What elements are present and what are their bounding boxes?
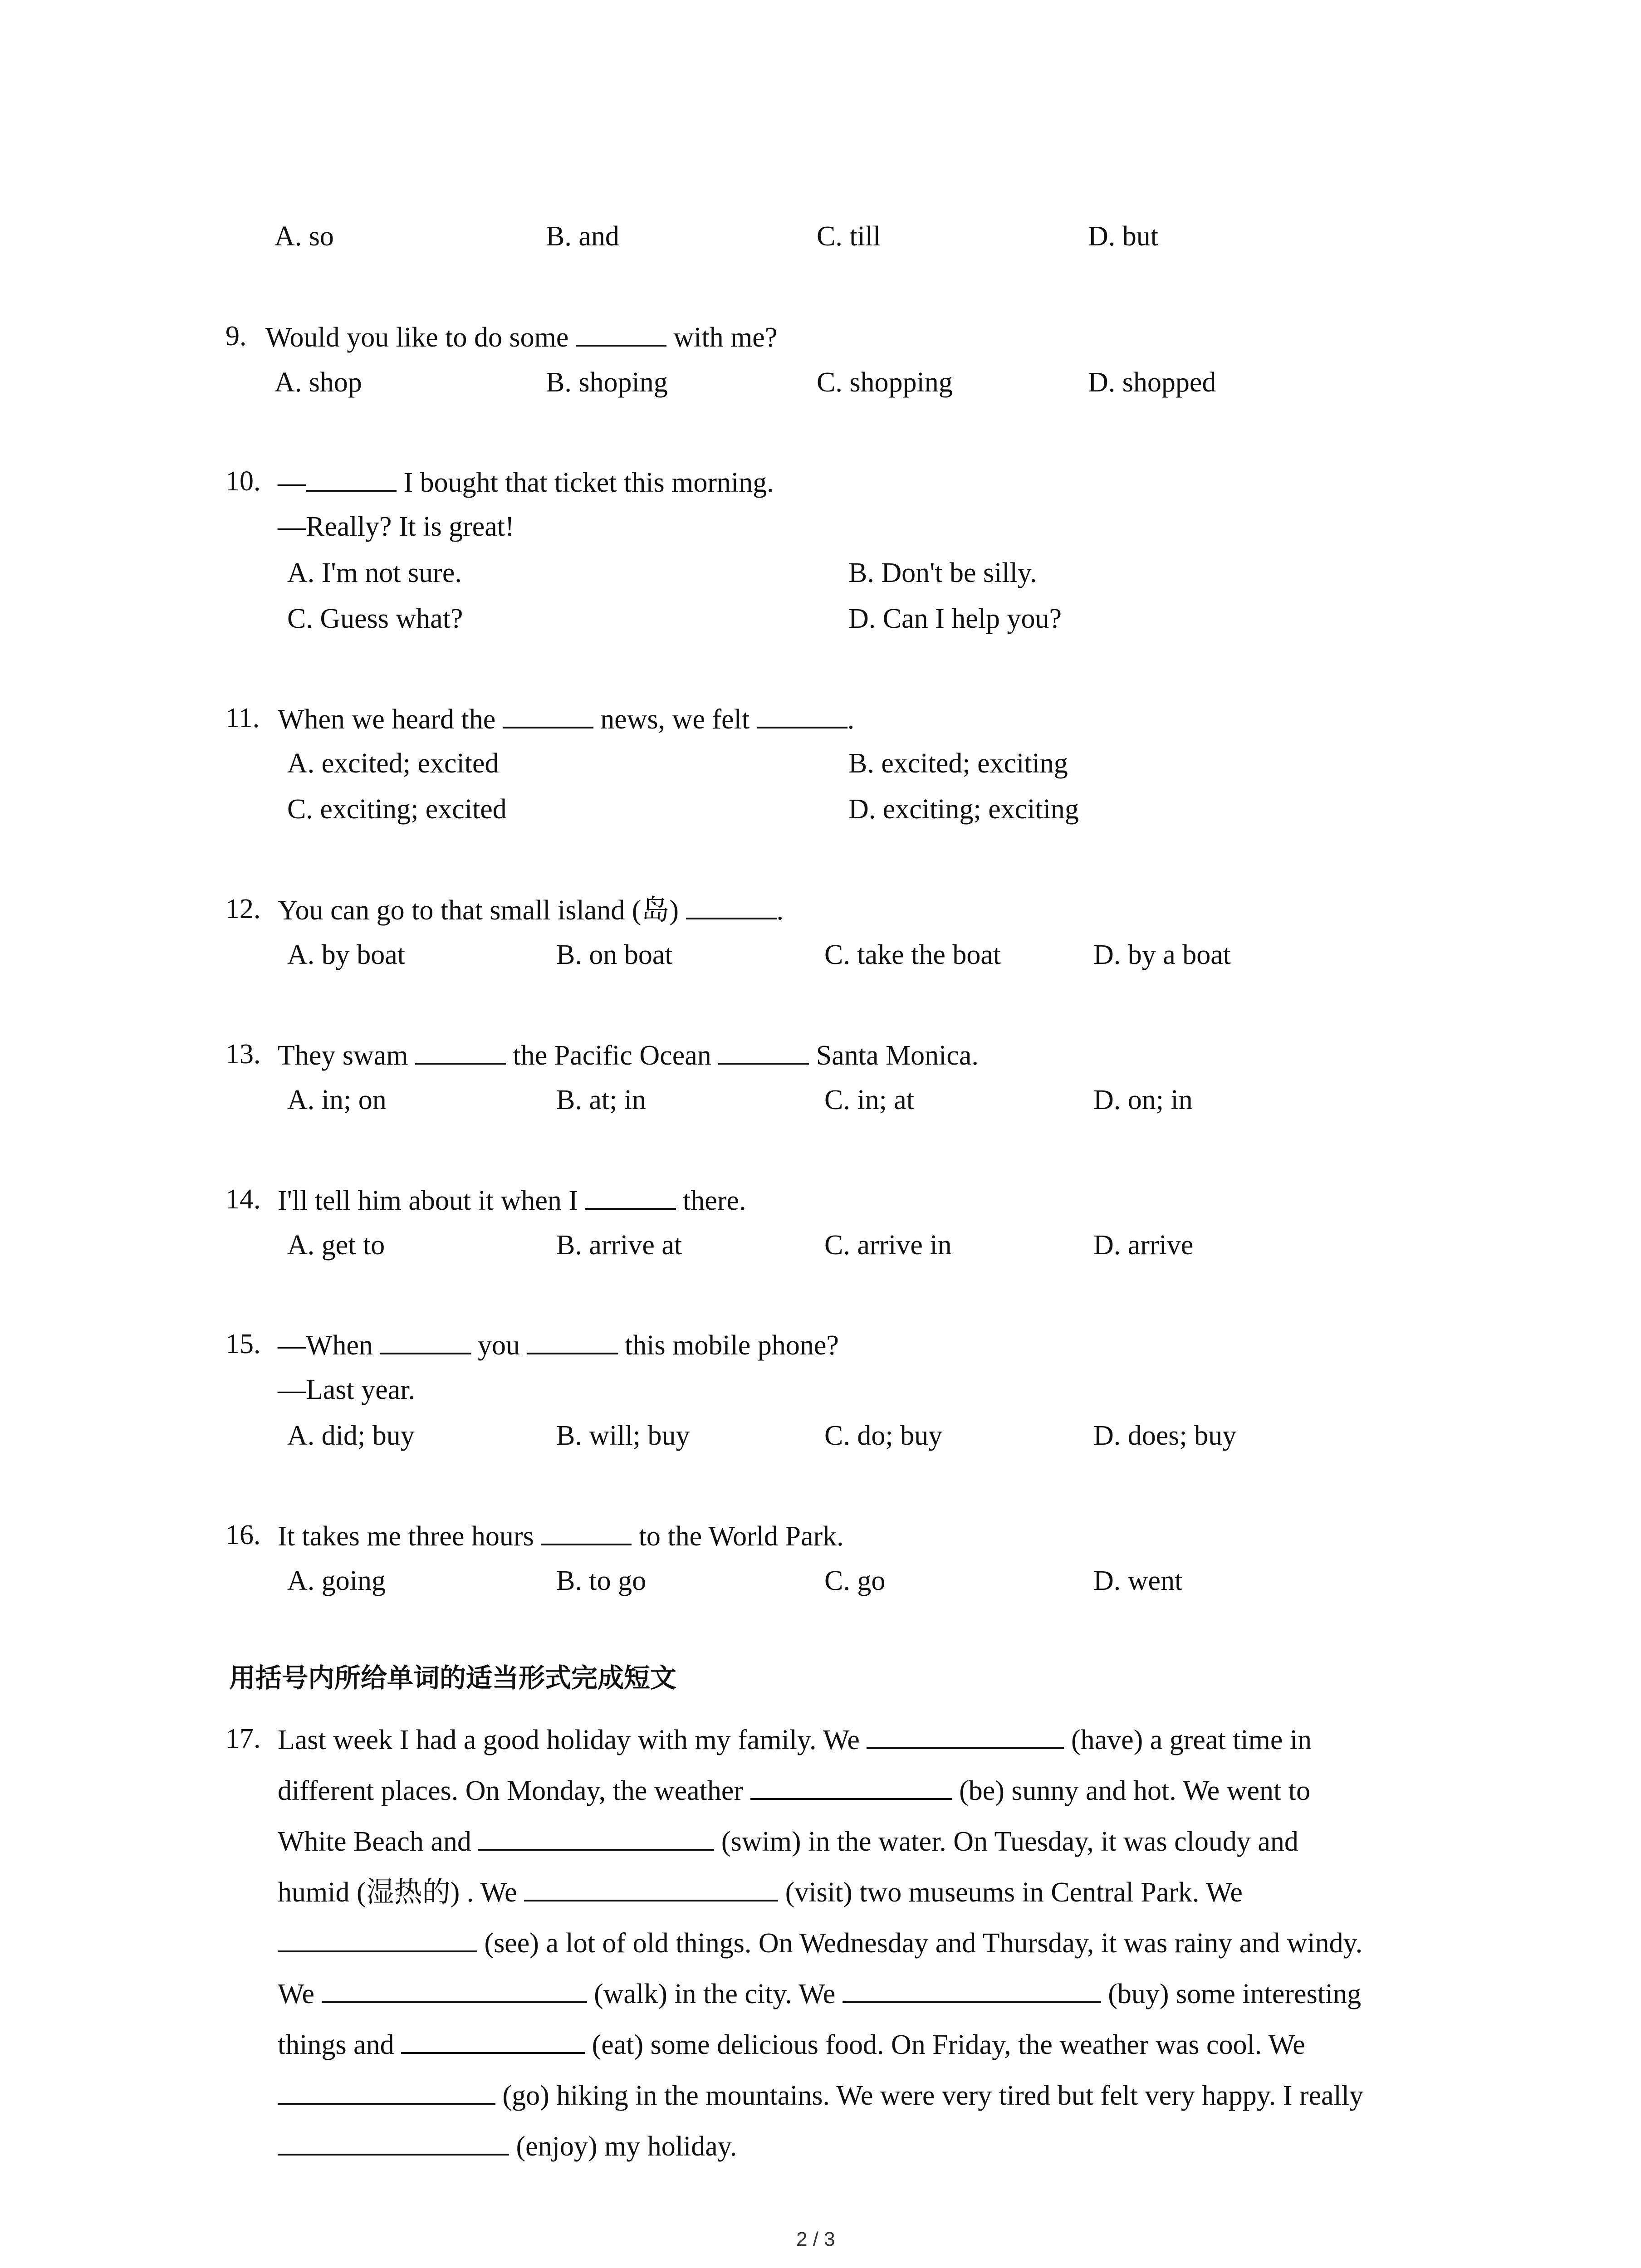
q15-option-a: A. did; buy [287, 1420, 415, 1451]
q15-number: 15. [225, 1329, 261, 1359]
q14-option-d: D. arrive [1093, 1230, 1194, 1261]
q17-line-3: White Beach and (swim) in the water. On Tuesday, it was cloudy and [278, 1826, 1298, 1857]
q11-number: 11. [225, 703, 260, 733]
q11-option-d: D. exciting; exciting [848, 794, 1079, 825]
q15-reply: —Last year. [278, 1374, 416, 1405]
q10-option-a: A. I'm not sure. [287, 557, 462, 588]
q11-blank-2 [757, 704, 847, 728]
q9-number: 9. [225, 321, 247, 352]
q17-line-1: Last week I had a good holiday with my family. We (have) a great time in [278, 1725, 1312, 1755]
q13-blank-2 [718, 1040, 809, 1065]
q17-line-7: things and (eat) some delicious food. On Friday, the weather was cool. We [278, 2029, 1305, 2060]
q12-stem: You can go to that small island (岛) . [278, 895, 784, 926]
q17-blank-enjoy [278, 2131, 509, 2156]
q17-blank-see [278, 1928, 477, 1952]
q17-number: 17. [225, 1723, 261, 1754]
q11-stem: When we heard the news, we felt . [278, 704, 855, 735]
q10-option-c: C. Guess what? [287, 603, 463, 634]
q16-number: 16. [225, 1520, 261, 1550]
q16-option-c: C. go [824, 1565, 886, 1596]
q10-reply: —Really? It is great! [278, 511, 514, 542]
q17-line-9: (enjoy) my holiday. [278, 2131, 737, 2160]
q17-line-4: humid (湿热的) . We (visit) two museums in Central Park. We [278, 1877, 1243, 1908]
q12-number: 12. [225, 894, 261, 924]
q9-stem: Would you like to do some with me? [265, 322, 778, 353]
q13-option-a: A. in; on [287, 1085, 387, 1115]
q15-option-d: D. does; buy [1093, 1420, 1237, 1451]
q15-option-b: B. will; buy [556, 1420, 690, 1451]
q9-option-b: B. shoping [546, 367, 668, 398]
q17-blank-be [750, 1775, 952, 1800]
page-number: 2 / 3 [796, 2228, 835, 2250]
q13-stem: They swam the Pacific Ocean Santa Monica. [278, 1040, 979, 1071]
q11-option-b: B. excited; exciting [848, 748, 1068, 779]
q17-line-2: different places. On Monday, the weather (be) sunny and hot. We went to [278, 1775, 1310, 1806]
q14-option-b: B. arrive at [556, 1230, 682, 1261]
q10-number: 10. [225, 466, 261, 497]
q10-stem: — I bought that ticket this morning. [278, 467, 774, 498]
q12-blank [686, 895, 777, 919]
q12-option-a: A. by boat [287, 939, 406, 970]
q8-option-a: A. so [274, 221, 334, 252]
q16-blank [541, 1521, 632, 1545]
q14-option-c: C. arrive in [824, 1230, 952, 1261]
q11-option-a: A. excited; excited [287, 748, 499, 779]
q15-stem: —When you this mobile phone? [278, 1330, 839, 1361]
section-title: 用括号内所给单词的适当形式完成短文 [229, 1662, 677, 1693]
q13-option-d: D. on; in [1093, 1085, 1193, 1115]
q13-option-b: B. at; in [556, 1085, 647, 1115]
q15-option-c: C. do; buy [824, 1420, 943, 1451]
q14-number: 14. [225, 1184, 261, 1215]
q17-blank-swim [478, 1826, 714, 1851]
q16-option-b: B. to go [556, 1565, 647, 1596]
q8-option-d: D. but [1088, 221, 1158, 252]
q9-option-d: D. shopped [1088, 367, 1216, 398]
q14-blank [585, 1185, 676, 1210]
q16-stem: It takes me three hours to the World Park. [278, 1521, 844, 1552]
q11-option-c: C. exciting; excited [287, 794, 507, 825]
q11-blank-1 [503, 704, 593, 728]
q14-option-a: A. get to [287, 1230, 385, 1261]
q13-number: 13. [225, 1039, 261, 1070]
q8-option-b: B. and [546, 221, 619, 252]
q17-blank-eat [401, 2029, 585, 2054]
q13-blank-1 [415, 1040, 506, 1065]
q10-option-b: B. Don't be silly. [848, 557, 1037, 588]
q16-option-a: A. going [287, 1565, 386, 1596]
q12-option-c: C. take the boat [824, 939, 1001, 970]
q8-option-c: C. till [817, 221, 881, 252]
q17-blank-go [278, 2080, 495, 2105]
q17-blank-buy [843, 1979, 1101, 2003]
q17-line-5: (see) a lot of old things. On Wednesday and Thursday, it was rainy and windy. [278, 1928, 1362, 1957]
q15-blank-1 [380, 1330, 471, 1354]
q10-option-d: D. Can I help you? [848, 603, 1062, 634]
q17-line-6: We (walk) in the city. We (buy) some interesting [278, 1979, 1362, 2009]
q17-blank-have [867, 1725, 1064, 1749]
q17-blank-walk [322, 1979, 587, 2003]
q15-blank-2 [527, 1330, 618, 1354]
q10-blank [306, 467, 397, 492]
q16-option-d: D. went [1093, 1565, 1183, 1596]
q17-line-8: (go) hiking in the mountains. We were very tired but felt very happy. I really [278, 2080, 1363, 2110]
q12-option-b: B. on boat [556, 939, 673, 970]
q12-option-d: D. by a boat [1093, 939, 1231, 970]
q9-option-a: A. shop [274, 367, 362, 398]
q9-option-c: C. shopping [817, 367, 953, 398]
q14-stem: I'll tell him about it when I there. [278, 1185, 746, 1216]
q9-blank [576, 322, 666, 347]
q13-option-c: C. in; at [824, 1085, 915, 1115]
q17-blank-visit [524, 1877, 778, 1901]
